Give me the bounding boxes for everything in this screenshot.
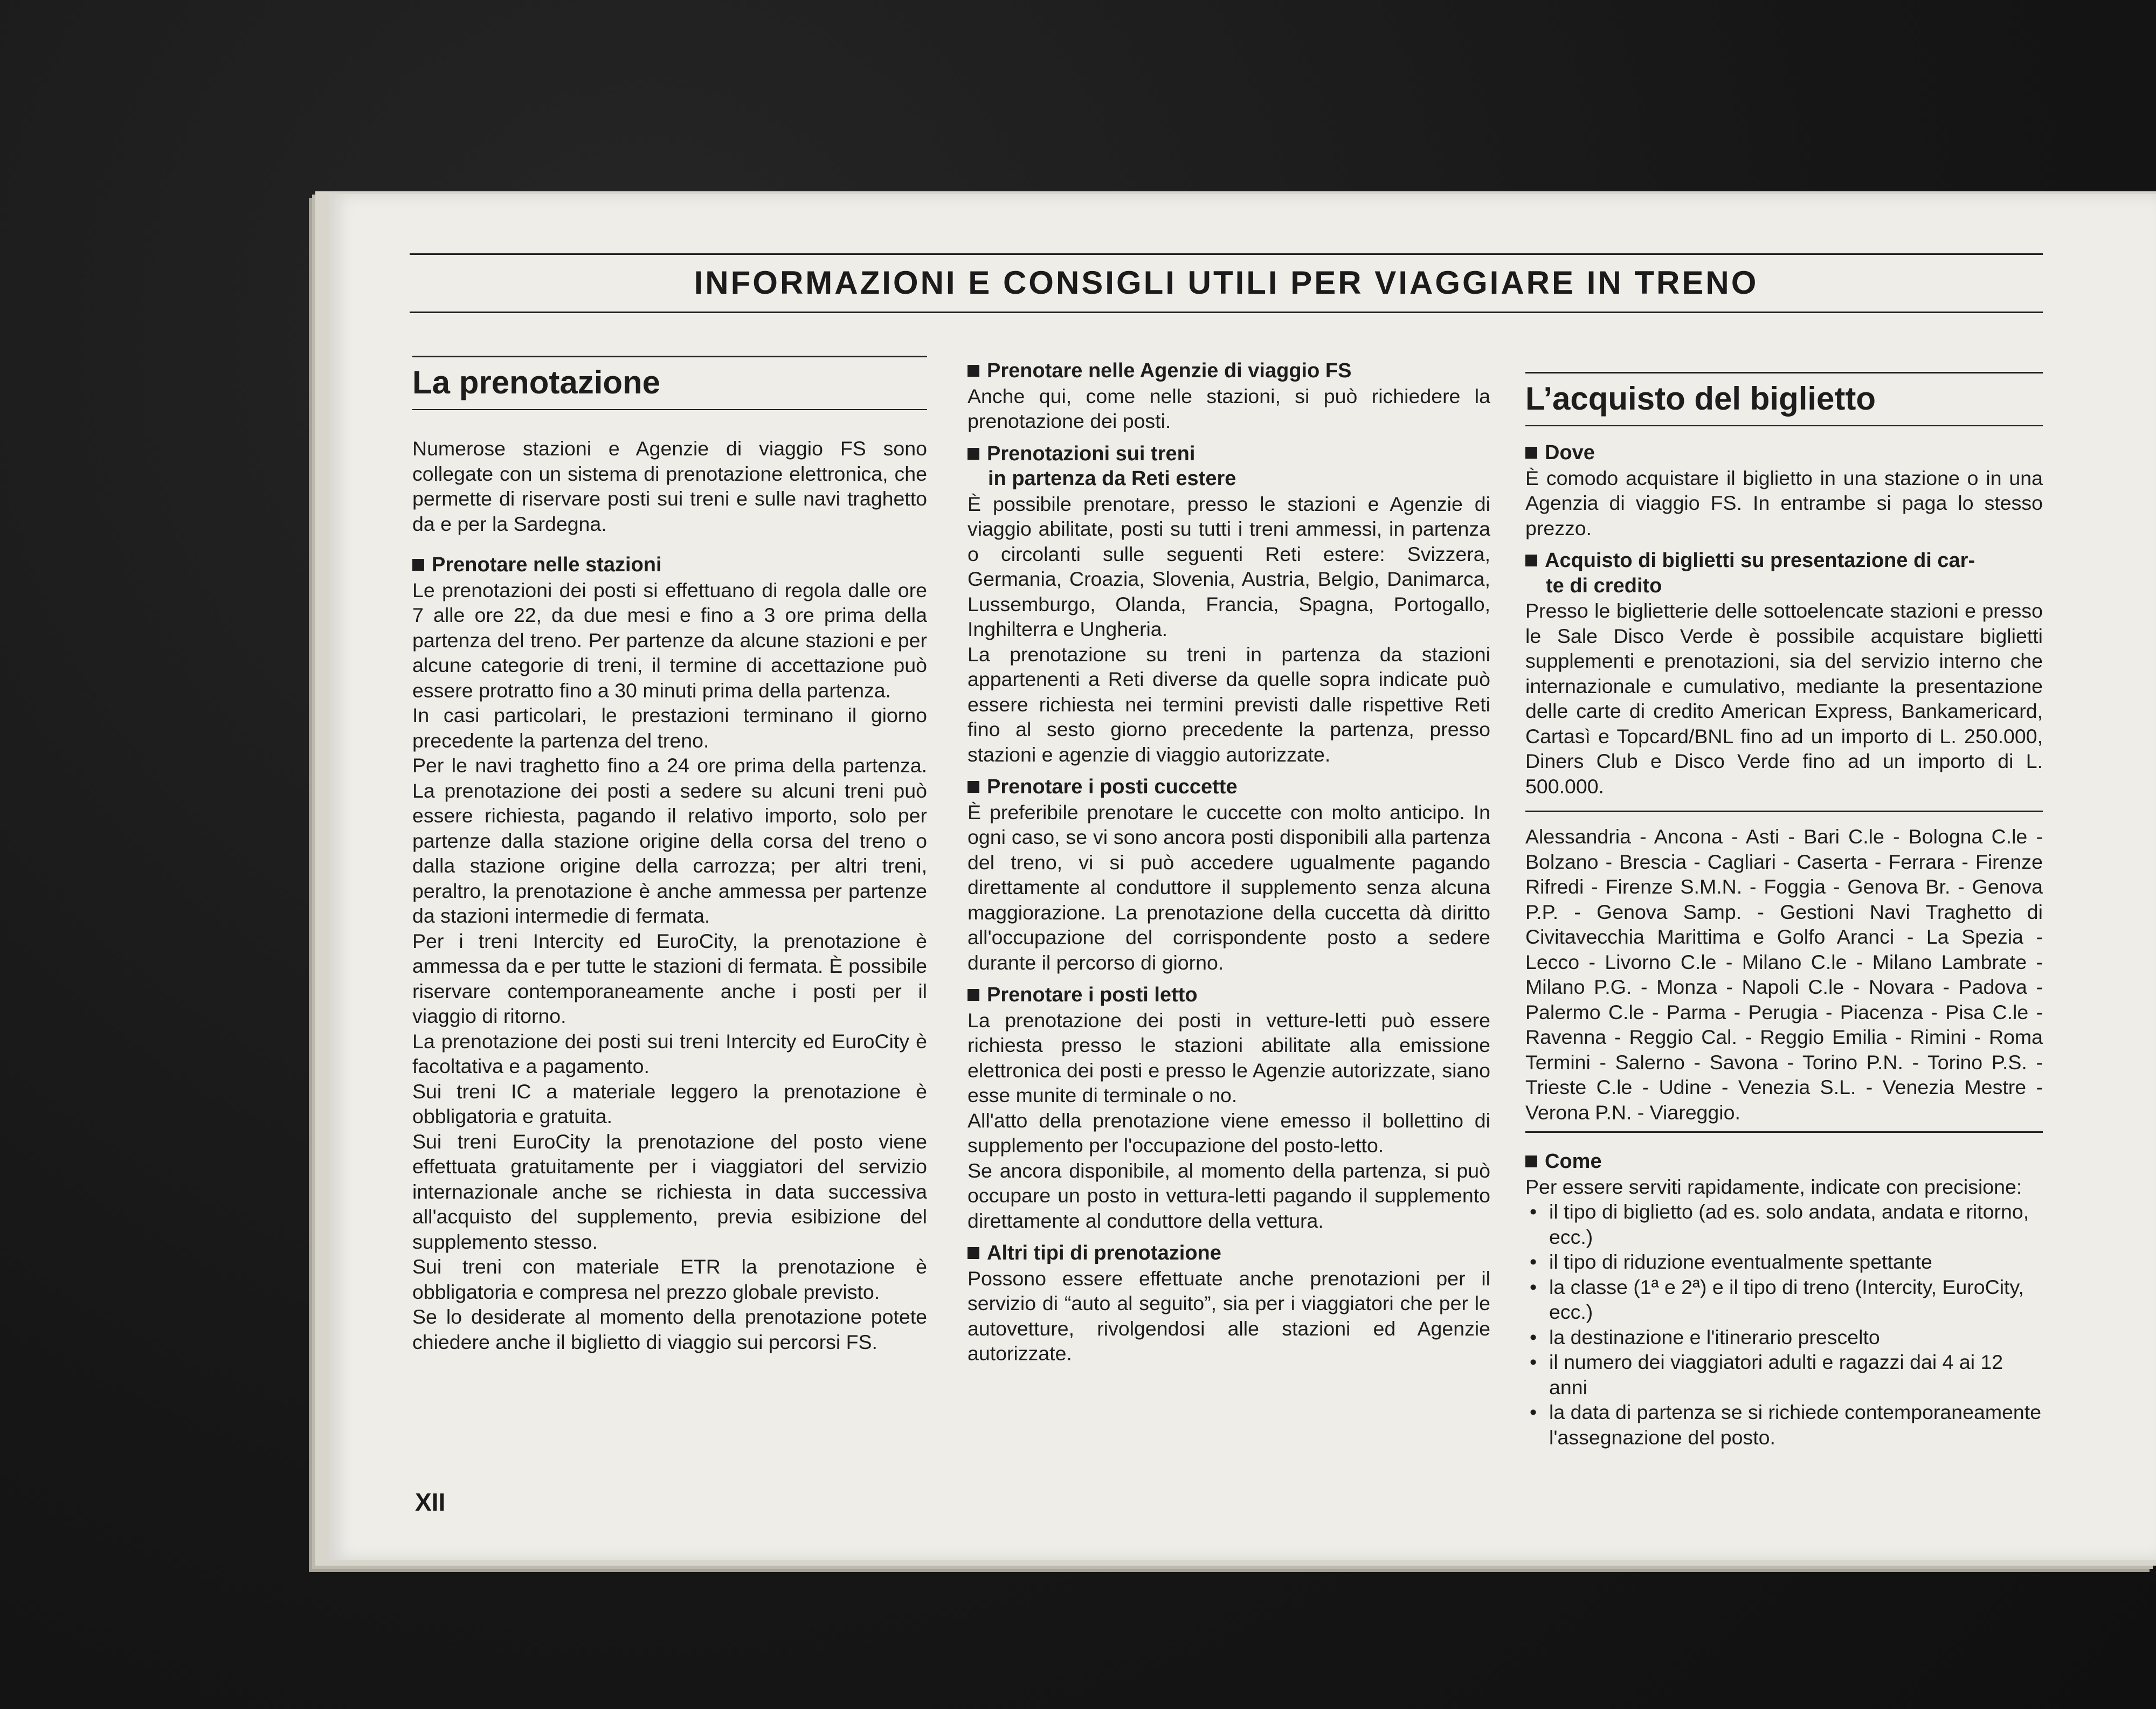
page-header-title: INFORMAZIONI E CONSIGLI UTILI PER VIAGGIARE IN TRENO: [694, 265, 1759, 301]
paragraph: La prenotazione dei posti sui treni Intercity ed EuroCity è facoltativa e a pagamento.: [412, 1029, 927, 1077]
list-item: • il numero dei viaggiatori adulti e ragazzi dai 4 ai 12 anni: [1525, 1350, 2043, 1400]
bullet-square-icon: [1525, 555, 1537, 566]
paragraph: In casi particolari, le prestazioni terminano il giorno precedente la partenza del treno.: [412, 704, 927, 752]
bullet-square-icon: [1525, 447, 1537, 459]
subheading-reti-estere: Prenotazioni sui treni in partenza da Reti estere: [968, 441, 1490, 492]
paragraph: Sui treni IC a materiale leggero la prenotazione è obbligatoria e gratuita.: [412, 1080, 927, 1127]
intro-paragraph: Numerose stazioni e Agenzie di viaggio FS sono collegate con un sistema di prenotazione elettronica, che permette di riservare posti sui treni e sulle navi traghetto da e per la Sardegna.: [412, 437, 927, 535]
bullet-square-icon: [968, 781, 979, 793]
section-title-acquisto: L’acquisto del biglietto: [1525, 372, 2043, 426]
paragraph: Presso le biglietterie delle sottoelencate stazioni e presso le Sale Disco Verde è possibile acquistare biglietti supplementi e prenotazioni, sia del servizio interno che internazionale e cumulativo, mediante la presentazione delle carte di credito American Express, Bankamericard, Cartasì e Topcard/BNL fino ad un importo di L. 250.000, Diners Club e Disco Verde fino ad un importo di L. 500.000.: [1525, 599, 2043, 798]
bullet-square-icon: [968, 365, 979, 377]
header-top-rule: [410, 253, 2043, 255]
list-item: • il tipo di biglietto (ad es. solo andata, andata e ritorno, ecc.): [1525, 1199, 2043, 1249]
header-bottom-rule: [410, 312, 2043, 313]
paragraph: Per essere serviti rapidamente, indicate con precisione:: [1525, 1175, 2022, 1198]
column-acquisto: [1525, 372, 2043, 1450]
paragraph: Se ancora disponibile, al momento della partenza, si può occupare un posto in vettura-letti pagando il supplemento direttamente al conduttore della vettura.: [968, 1159, 1490, 1232]
paragraph: Le prenotazioni dei posti si effettuano di regola dalle ore 7 alle ore 22, da due mesi e fino a 3 ore prima della partenza del treno. Per partenze da alcune stazioni e per alcune categorie di treni, il termine di accettazione può essere protratto fino a 30 minuti prima della partenza.: [412, 578, 927, 702]
come-bullet-list: [1525, 1199, 2043, 1450]
paragraph: All'atto della prenotazione viene emesso il bollettino di supplemento per l'occupazione del posto-letto.: [968, 1109, 1490, 1157]
list-item: • la data di partenza se si richiede contemporaneamente l'assegnazione del posto.: [1525, 1400, 2043, 1450]
paragraph: È comodo acquistare il biglietto in una stazione o in una Agenzia di viaggio FS. In entrambe si paga lo stesso prezzo.: [1525, 466, 2043, 539]
list-item: • la destinazione e l'itinerario prescelto: [1525, 1325, 2043, 1350]
subheading-letto: Prenotare i posti letto: [968, 982, 1490, 1008]
bullet-square-icon: [968, 989, 979, 1001]
paragraph: È preferibile prenotare le cuccette con molto anticipo. In ogni caso, se vi sono ancora posti disponibili alla partenza del treno, vi si può accedere ugualmente pagando direttamente al conduttore il supplemento senza alcuna maggiorazione. La prenotazione della cuccetta dà diritto all'occupazione del corrispondente posto a sedere durante il percorso di giorno.: [968, 800, 1490, 974]
list-item: • il tipo di riduzione eventualmente spettante: [1525, 1249, 2043, 1275]
paragraph: Anche qui, come nelle stazioni, si può richiedere la prenotazione dei posti.: [968, 384, 1490, 432]
bullet-square-icon: [968, 448, 979, 460]
column-prenotazioni-altre: [968, 358, 1490, 1366]
stations-list-box: [1525, 811, 2043, 1133]
paragraph: Sui treni EuroCity la prenotazione del posto viene effettuata gratuitamente per i viaggiatori del servizio internazionale anche se richiesta in data successiva all'acquisto del supplemento, previa esibizione del supplemento stesso.: [412, 1130, 927, 1253]
paragraph: È possibile prenotare, presso le stazioni e Agenzie di viaggio abilitate, posti su tutti i treni ammessi, in partenza o circolanti sulle seguenti Reti estere: Svizzera, Germania, Croazia, Slovenia, Austria, Belgio, Danimarca, Lussemburgo, Olanda, Francia, Spagna, Portogallo, Inghilterra e Ungheria.: [968, 492, 1490, 640]
subheading-altri-tipi: Altri tipi di prenotazione: [968, 1241, 1490, 1266]
bullet-square-icon: [412, 559, 424, 571]
stations-list: Alessandria - Ancona - Asti - Bari C.le - Bologna C.le - Bolzano - Brescia - Cagliari - Caserta - Ferrara - Firenze Rifredi - Firenze S.M.N. - Foggia - Genova Br. - Genova P.P. - Genova Samp. - Gestioni Navi Traghetto di Civitavecchia Marittima e Golfo Aranci - La Spezia - Lecco - Livorno C.le - Milano C.le - Milano Lambrate - Milano P.G. - Monza - Napoli C.le - Novara - Padova - Palermo C.le - Parma - Perugia - Piacenza - Pisa C.le - Ravenna - Reggio Cal. - Reggio Emilia - Rimini - Roma Termini - Salerno - Savona - Torino P.N. - Torino P.S. - Trieste C.le - Udine - Venezia S.L. - Venezia Mestre - Verona P.N. - Viareggio.: [1525, 825, 2043, 1124]
column-prenotazione: [412, 356, 927, 1354]
paragraph: La prenotazione dei posti in vetture-letti può essere richiesta presso le stazioni abilitate alla emissione elettronica dei posti e presso le Agenzie autorizzate, siano esse munite di terminale o no.: [968, 1008, 1490, 1106]
booklet-page: [329, 194, 2156, 1560]
page-number: XII: [415, 1488, 446, 1516]
subheading-come: Come: [1525, 1149, 2043, 1174]
subheading-dove: Dove: [1525, 440, 2043, 466]
list-item: • la classe (1ª e 2ª) e il tipo di treno (Intercity, EuroCity, ecc.): [1525, 1275, 2043, 1325]
subheading-carte-credito: Acquisto di biglietti su presentazione di car- te di credito: [1525, 548, 2043, 598]
subheading-agenzie: Prenotare nelle Agenzie di viaggio FS: [968, 358, 1490, 384]
paragraph: La prenotazione su treni in partenza da stazioni appartenenti a Reti diverse da quelle sopra indicate può essere richiesta nei termini previsti dalle rispettive Reti fino al sesto giorno precedente la partenza, presso stazioni e agenzie di viaggio autorizzate.: [968, 642, 1490, 766]
bullet-square-icon: [968, 1247, 979, 1259]
bullet-square-icon: [1525, 1156, 1537, 1167]
paragraph: Per le navi traghetto fino a 24 ore prima della partenza. La prenotazione dei posti a sedere su alcuni treni può essere richiesta, pagando il relativo importo, solo per partenze dalla stazione origine della corsa del treno o dalla stazione origine della carrozza; per altri treni, peraltro, la prenotazione è anche ammessa per partenze da stazioni intermedie di fermata.: [412, 754, 927, 927]
paragraph: Se lo desiderate al momento della prenotazione potete chiedere anche il biglietto di viaggio sui percorsi FS.: [412, 1305, 927, 1353]
paragraph: Possono essere effettuate anche prenotazioni per il servizio di “auto al seguito”, sia per i viaggiatori che per le autovetture, rivolgendosi alle stazioni ed Agenzie autorizzate.: [968, 1267, 1490, 1365]
paragraph: Sui treni con materiale ETR la prenotazione è obbligatoria e compresa nel prezzo globale previsto.: [412, 1255, 927, 1303]
subheading-stazioni: Prenotare nelle stazioni: [412, 552, 927, 578]
section-title-prenotazione: La prenotazione: [412, 356, 927, 410]
subheading-cuccette: Prenotare i posti cuccette: [968, 774, 1490, 800]
paragraph: Per i treni Intercity ed EuroCity, la prenotazione è ammessa da e per tutte le stazioni di fermata. È possibile riservare contemporaneamente anche i posti per il viaggio di ritorno.: [412, 929, 927, 1027]
